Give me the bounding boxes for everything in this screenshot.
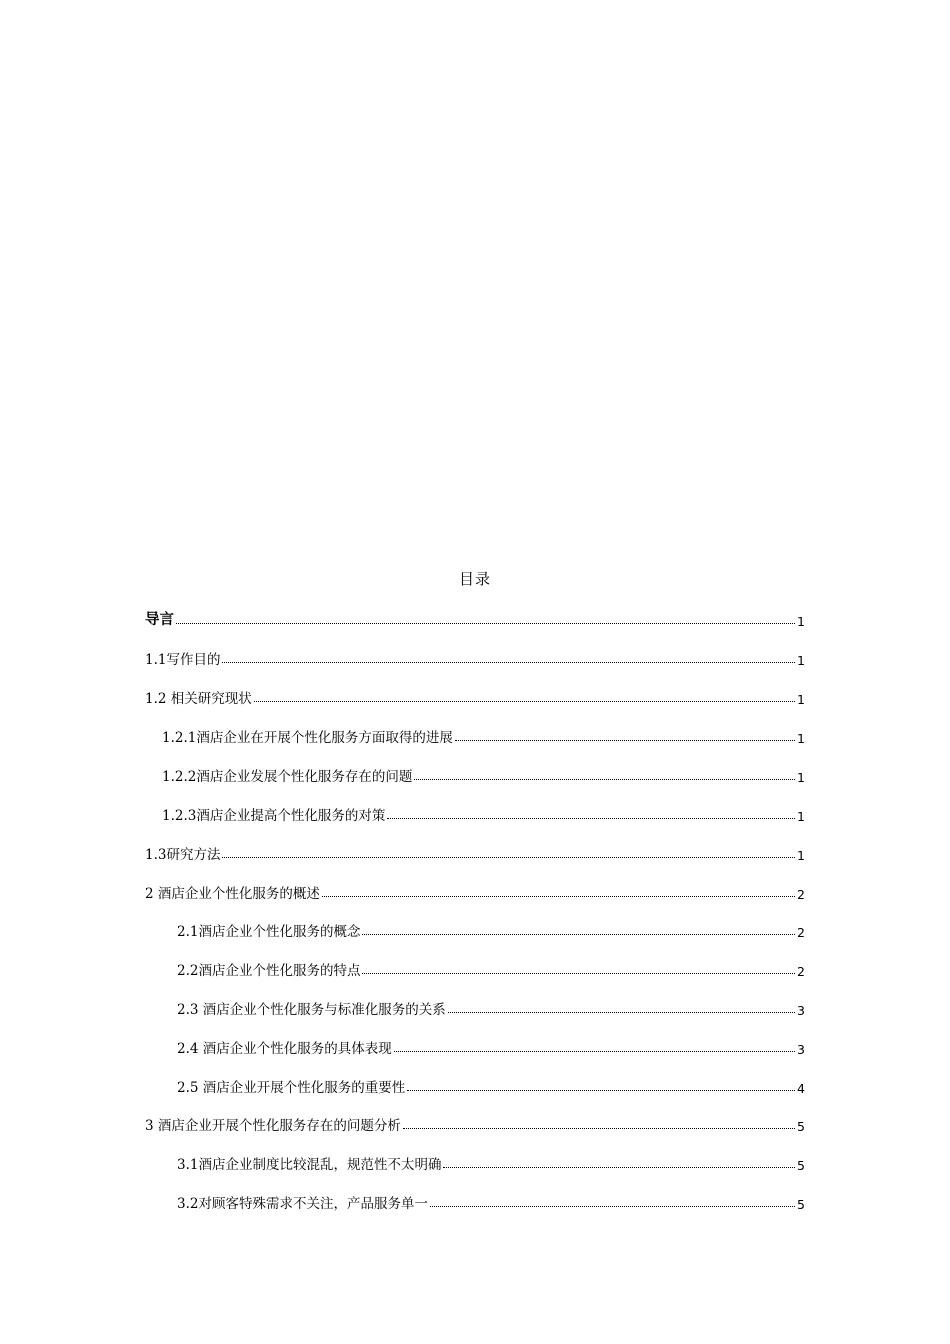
toc-leader-dots <box>403 1128 795 1129</box>
toc-leader-dots <box>222 857 795 858</box>
toc-entry-page: 1 <box>797 848 805 863</box>
toc-entry-label: 2.3 酒店企业个性化服务与标准化服务的关系 <box>177 1002 446 1018</box>
toc-entry-label: 2.5 酒店企业开展个性化服务的重要性 <box>177 1080 406 1096</box>
toc-entry-label: 3.1酒店企业制度比较混乱，规范性不太明确 <box>177 1157 442 1173</box>
toc-entry-label: 1.2.1酒店企业在开展个性化服务方面取得的进展 <box>162 730 453 746</box>
toc-entry-page: 1 <box>797 809 805 824</box>
toc-entry[interactable] <box>0 607 950 629</box>
toc-leader-dots <box>322 896 795 897</box>
toc-entry[interactable] <box>0 880 950 902</box>
toc-entry-label: 2.1酒店企业个性化服务的概念 <box>177 924 361 940</box>
toc-entry[interactable] <box>0 685 950 707</box>
toc-entry-page: 1 <box>797 731 805 746</box>
toc-leader-dots <box>414 779 795 780</box>
toc-entry-page: 1 <box>797 614 805 629</box>
toc-entry-page: 3 <box>797 1003 805 1018</box>
toc-entry-page: 1 <box>797 692 805 707</box>
toc-leader-dots <box>407 1090 795 1091</box>
toc-entry-label: 2.4 酒店企业个性化服务的具体表现 <box>177 1041 392 1057</box>
toc-entry[interactable] <box>0 1151 950 1173</box>
toc-entry-label: 3 酒店企业开展个性化服务存在的问题分析 <box>145 1118 401 1134</box>
toc-leader-dots <box>387 818 795 819</box>
toc-leader-dots <box>222 662 795 663</box>
toc-entry[interactable] <box>0 802 950 824</box>
toc-leader-dots <box>176 623 795 624</box>
toc-leader-dots <box>362 934 795 935</box>
toc-entry[interactable] <box>0 1035 950 1057</box>
toc-leader-dots <box>443 1167 795 1168</box>
toc-entry-label: 1.2.3酒店企业提高个性化服务的对策 <box>162 808 386 824</box>
toc-entry-page: 2 <box>797 887 805 902</box>
toc-leader-dots <box>430 1206 795 1207</box>
toc-leader-dots <box>394 1051 795 1052</box>
toc-leader-dots <box>362 973 795 974</box>
toc-entry-page: 1 <box>797 653 805 668</box>
toc-entry[interactable] <box>0 1112 950 1134</box>
toc-entry-label: 导言 <box>145 612 174 628</box>
toc-entry-label: 1.1写作目的 <box>145 652 221 668</box>
toc-entry-label: 1.3研究方法 <box>145 847 221 863</box>
toc-leader-dots <box>455 740 795 741</box>
toc-leader-dots <box>448 1012 795 1013</box>
toc-entry-page: 5 <box>797 1158 805 1173</box>
toc-entry-page: 3 <box>797 1042 805 1057</box>
toc-entry-label: 1.2.2酒店企业发展个性化服务存在的问题 <box>162 769 413 785</box>
toc-entry-page: 2 <box>797 925 805 940</box>
toc-entry[interactable] <box>0 996 950 1018</box>
toc-entry-page: 4 <box>797 1081 805 1096</box>
toc-entry-label: 3.2对顾客特殊需求不关注，产品服务单一 <box>177 1196 428 1212</box>
toc-entry-label: 2 酒店企业个性化服务的概述 <box>145 886 320 902</box>
toc-entry[interactable] <box>0 841 950 863</box>
toc-leader-dots <box>254 701 795 702</box>
toc-entry[interactable] <box>0 646 950 668</box>
toc-entry[interactable] <box>0 763 950 785</box>
toc-entry-page: 1 <box>797 770 805 785</box>
toc-entry[interactable] <box>0 957 950 979</box>
toc-entry[interactable] <box>0 724 950 746</box>
toc-entry-label: 2.2酒店企业个性化服务的特点 <box>177 963 361 979</box>
toc-entry[interactable] <box>0 918 950 940</box>
toc-entry-page: 5 <box>797 1197 805 1212</box>
toc-entry[interactable] <box>0 1074 950 1096</box>
toc-entry[interactable] <box>0 1190 950 1212</box>
toc-entry-page: 5 <box>797 1119 805 1134</box>
toc-entry-label: 1.2 相关研究现状 <box>145 691 252 707</box>
toc-entry-page: 2 <box>797 964 805 979</box>
toc-title: 目录 <box>458 570 491 588</box>
